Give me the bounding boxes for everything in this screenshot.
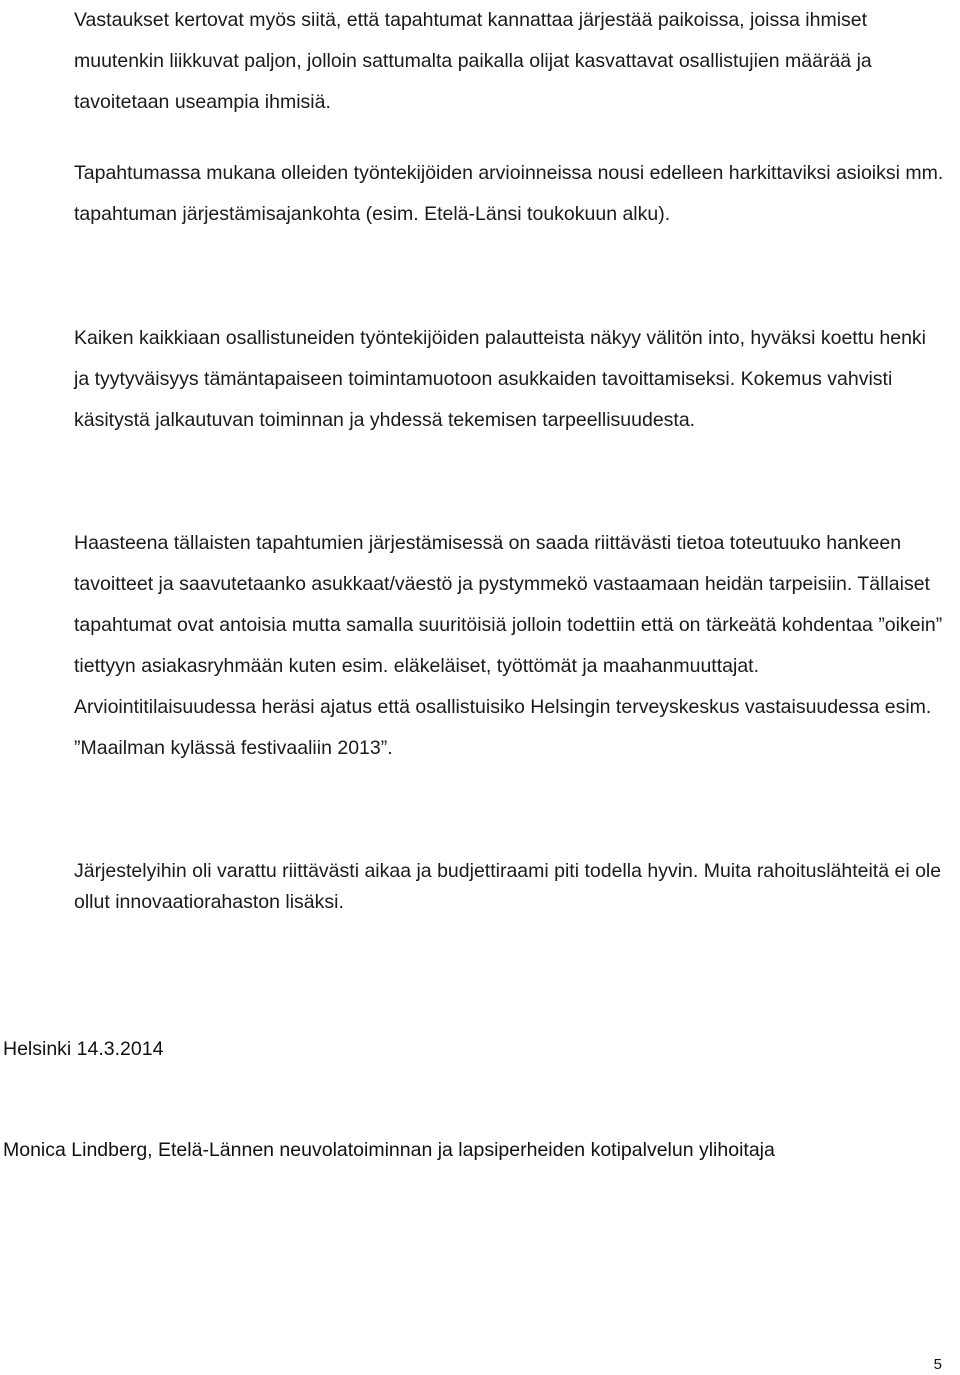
paragraph-event-locations: Vastaukset kertovat myös siitä, että tapahtumat kannattaa järjestää paikoissa, joissa ihmiset muutenkin liikkuvat paljon, jolloin sattumalta paikalla olijat kasvattavat osallistujien määrää ja tavoitetaan useampia ihmisiä. — [74, 9, 872, 113]
paragraph-overall-feedback: Kaiken kaikkiaan osallistuneiden työntekijöiden palautteista näkyy välitön into, hyväksi koettu henki ja tyytyväisyys tämäntapaiseen toimintamuotoon asukkaiden tavoittamiseksi. Kokemus vahvisti käsitystä jalkautuvan toiminnan ja yhdessä tekemisen tarpeellisuudesta. — [74, 327, 927, 431]
signature: Monica Lindberg, Etelä-Lännen neuvolatoiminnan ja lapsiperheiden kotipalvelun ylihoitaja — [3, 1139, 775, 1161]
paragraph-staff-evaluations: Tapahtumassa mukana olleiden työntekijöiden arvioinneissa nousi edelleen harkittaviksi asioiksi mm. tapahtuman järjestämisajankohta (esim. Etelä-Länsi toukokuun alku). — [74, 162, 944, 225]
paragraph-budget: Järjestelyihin oli varattu riittävästi aikaa ja budjettiraami piti todella hyvin. Muita rahoituslähteitä ei ole ollut innovaatiorahaston lisäksi. — [74, 860, 942, 913]
page-number: 5 — [933, 1356, 942, 1373]
place-date: Helsinki 14.3.2014 — [3, 1038, 164, 1060]
paragraph-challenges: Haasteena tällaisten tapahtumien järjestämisessä on saada riittävästi tietoa toteutuuko hankeen tavoitteet ja saavutetaanko asukkaat/väestö ja pystymmekö vastaamaan heidän tarpeisiin. Tällaiset tapahtumat ovat antoisia mutta samalla suuritöisiä jolloin todettiin että on tärkeätä kohdentaa ”oikein” tiettyyn asiakasryhmään kuten esim. eläkeläiset, työttömät ja maahanmuuttajat. Arviointitilaisuudessa heräsi ajatus että osallistuisiko Helsingin terveyskeskus vastaisuudessa esim. ”Maailman kylässä festivaaliin 2013”. — [74, 532, 943, 759]
